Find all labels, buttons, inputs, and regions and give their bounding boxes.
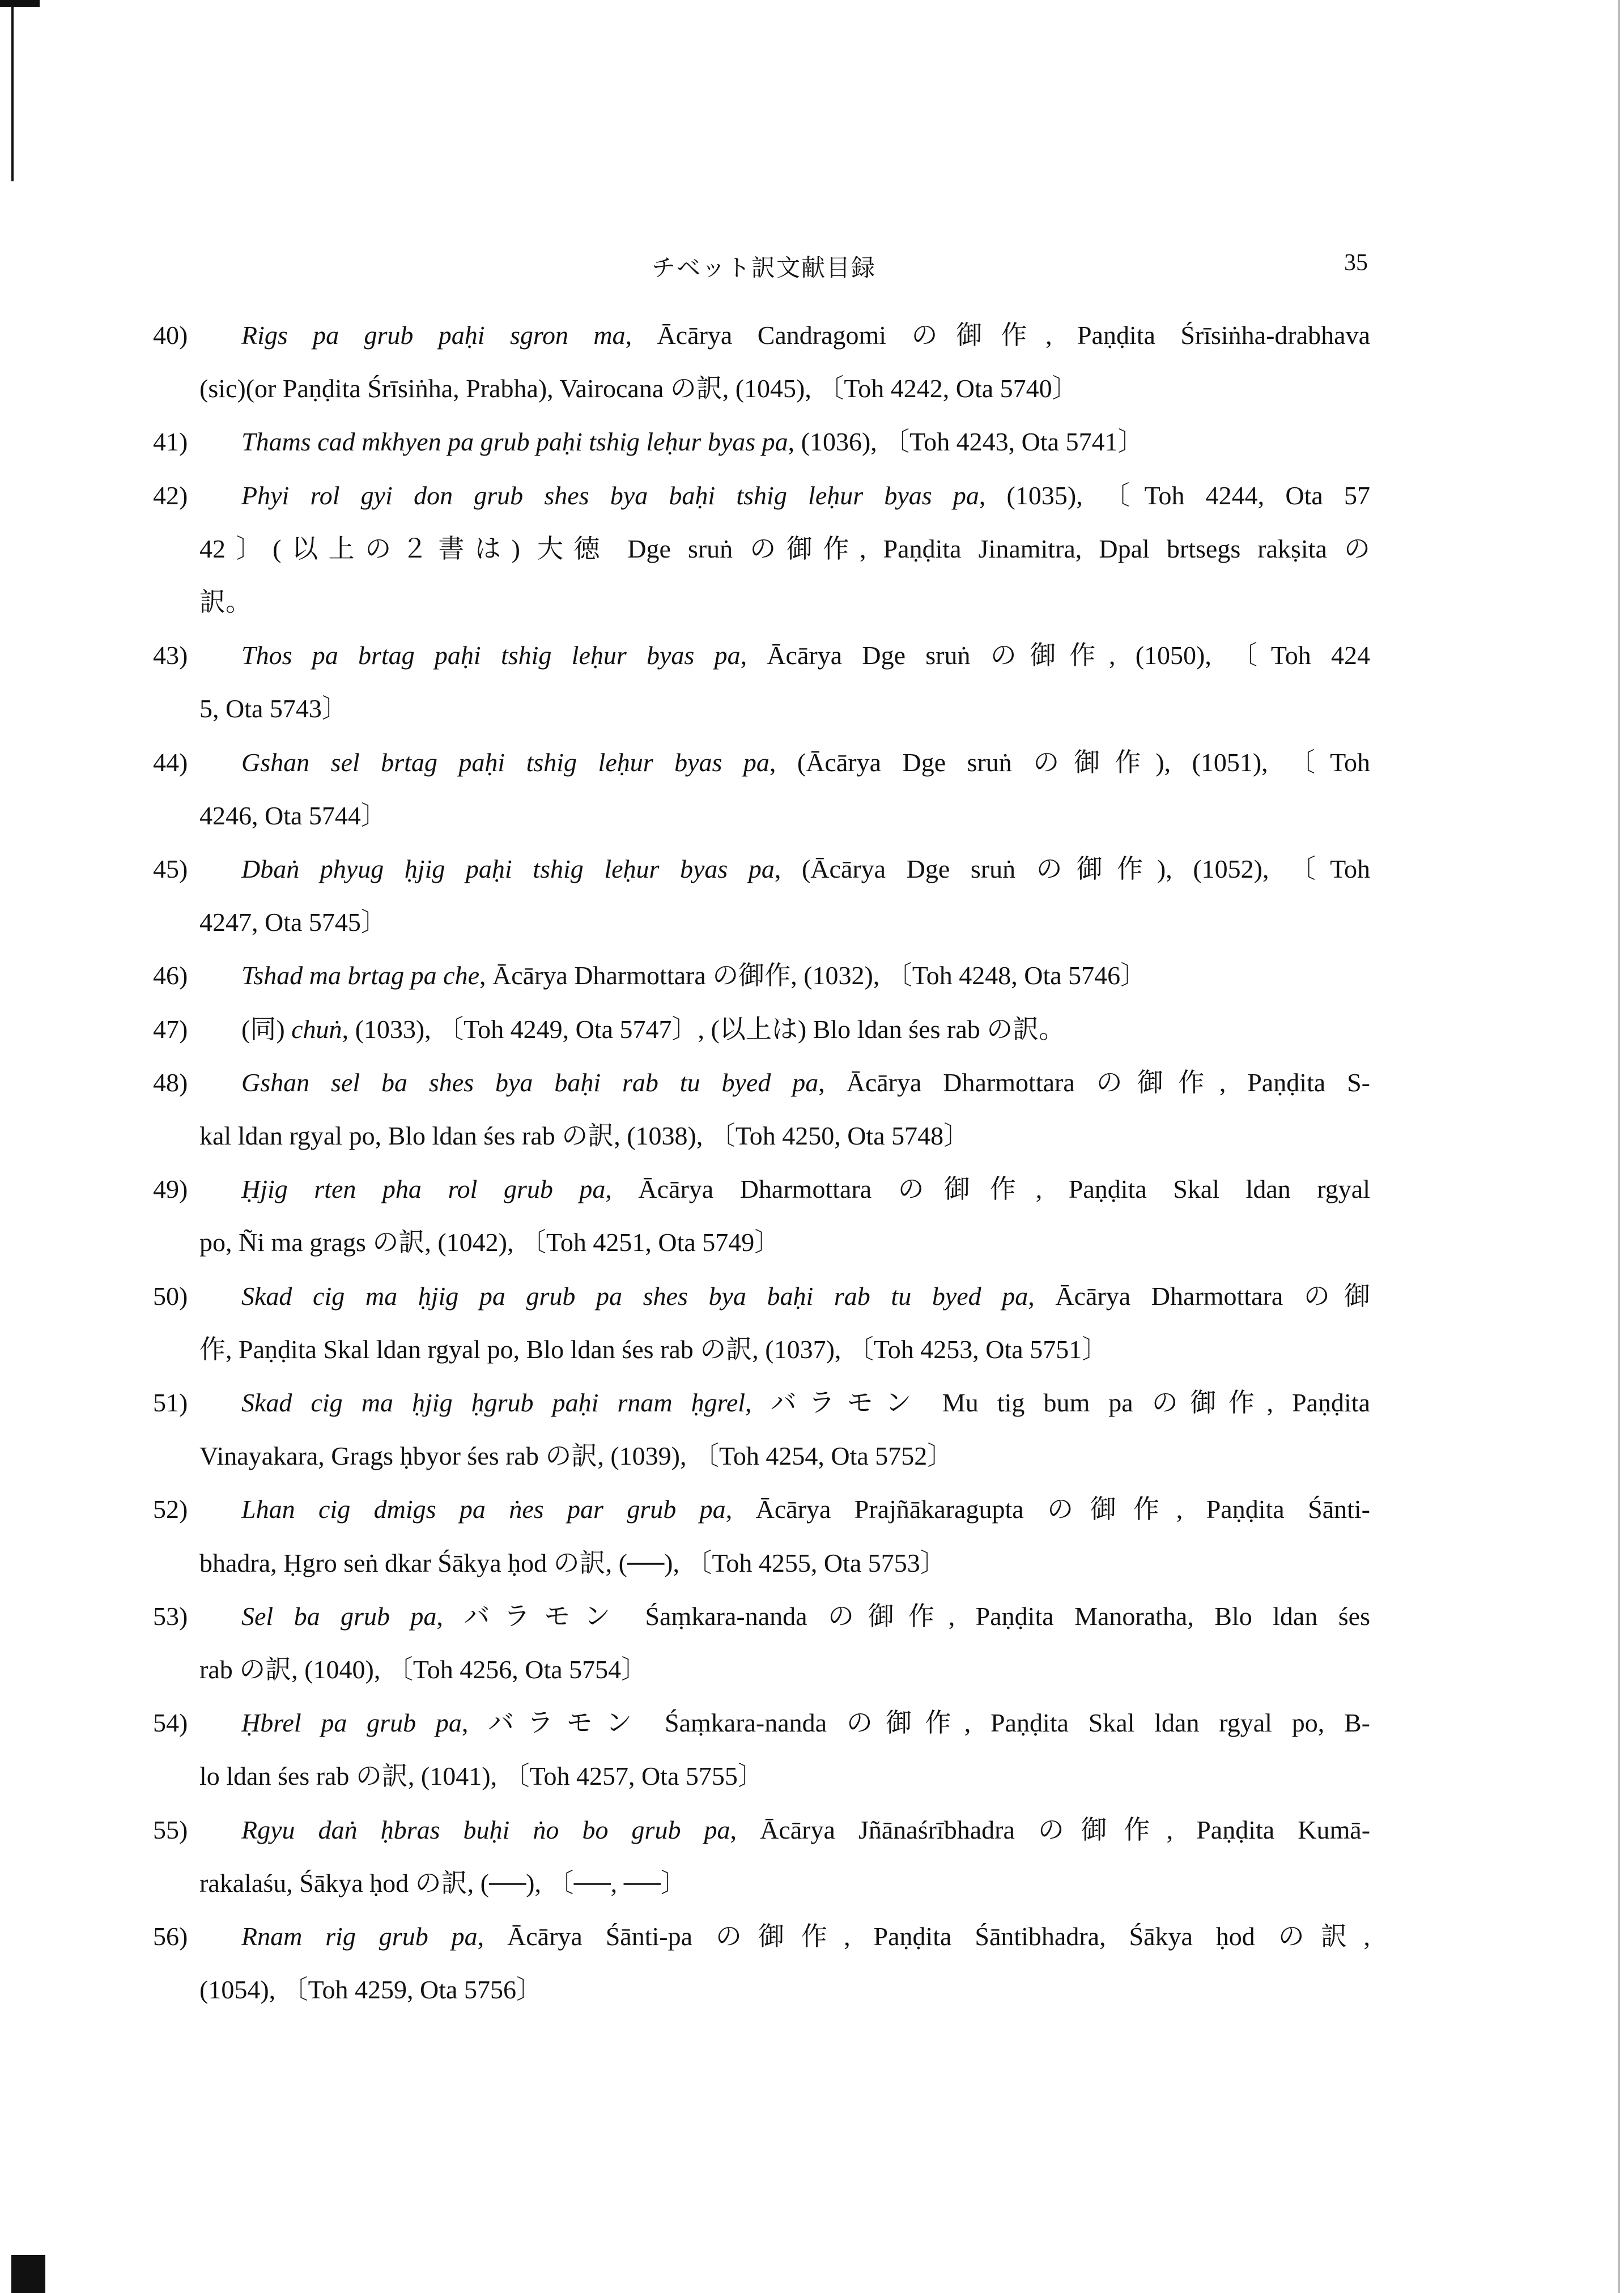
entry-text: , Ācārya Dharmottara の御 bbox=[1028, 1281, 1370, 1311]
entry-text: (1054), 〔Toh 4259, Ota 5756〕 bbox=[199, 1975, 542, 2005]
tibetan-title: Dbaṅ phyug ḥjig paḥi tshig leḥur byas pa bbox=[241, 854, 775, 884]
catalog-entry bbox=[153, 843, 1370, 949]
tibetan-title: Ḥbrel pa grub pa bbox=[241, 1708, 462, 1738]
entry-line bbox=[153, 1696, 1370, 1750]
running-title: チベット訳文献目録 bbox=[652, 256, 877, 282]
entry-number: 52) bbox=[153, 1495, 188, 1524]
entry-line bbox=[153, 1857, 1370, 1910]
tibetan-title: Sel ba grub pa bbox=[241, 1601, 437, 1631]
catalog-entry bbox=[153, 1483, 1370, 1589]
entry-line bbox=[153, 682, 1370, 735]
entry-line bbox=[153, 415, 1370, 469]
catalog-entry bbox=[153, 949, 1370, 1002]
entry-number: 54) bbox=[153, 1708, 188, 1738]
catalog-entry bbox=[153, 1056, 1370, 1163]
entry-text: , (1036), 〔Toh 4243, Ota 5741〕 bbox=[788, 427, 1144, 457]
entry-line bbox=[153, 1803, 1370, 1857]
entry-number: 47) bbox=[153, 1014, 188, 1044]
entry-text: , バラモン Śaṃkara-nanda の御作, Paṇḍita Manoratha, Blo ldan śes bbox=[436, 1601, 1370, 1631]
catalog-entry bbox=[153, 469, 1370, 629]
catalog-entry bbox=[153, 415, 1370, 469]
tibetan-title: chuṅ bbox=[291, 1014, 342, 1044]
catalog-entry bbox=[153, 1270, 1370, 1376]
entry-text: , Ācārya Dharmottara の御作, (1032), 〔Toh 4248, Ota 5746〕 bbox=[479, 961, 1147, 990]
catalog-entry bbox=[153, 1163, 1370, 1269]
entry-line bbox=[153, 896, 1370, 949]
entry-line bbox=[153, 469, 1370, 522]
scan-edge-mark bbox=[11, 0, 14, 181]
entry-text: 42〕(以上の２書は) 大徳 Dge sruṅ の御作, Paṇḍita Jinamitra, Dpal brtsegs rakṣita の bbox=[199, 534, 1370, 563]
entry-text: lo ldan śes rab の訳, (1041), 〔Toh 4257, Ota 5755〕 bbox=[199, 1762, 764, 1791]
tibetan-title: Ḥjig rten pha rol grub pa bbox=[241, 1175, 606, 1204]
tibetan-title: Rgyu daṅ ḥbras buḥi ṅo bo grub pa bbox=[241, 1815, 730, 1844]
entry-line bbox=[153, 1323, 1370, 1376]
entry-line bbox=[153, 576, 1370, 629]
entry-text: rakalaśu, Śākya ḥod の訳, (──), 〔──, ──〕 bbox=[199, 1868, 687, 1898]
catalog-entry bbox=[153, 736, 1370, 843]
entry-number: 49) bbox=[153, 1175, 188, 1204]
entry-text: , Ācārya Dharmottara の御作, Paṇḍita S- bbox=[818, 1067, 1370, 1097]
entry-number: 44) bbox=[153, 747, 188, 777]
entry-text: , Ācārya Dge sruṅ の御作, (1050), 〔Toh 424 bbox=[740, 641, 1370, 670]
entry-text: (同) bbox=[241, 1014, 292, 1044]
entry-text: 訳。 bbox=[199, 588, 252, 617]
entry-line bbox=[153, 1109, 1370, 1163]
entry-text: , Ācārya Candragomi の御作, Paṇḍita Śrīsiṅha-drabhava bbox=[625, 321, 1370, 350]
entry-line bbox=[153, 1056, 1370, 1109]
scan-edge-mark bbox=[0, 0, 40, 7]
tibetan-title: Skad cig ma ḥjig pa grub pa shes bya baḥi rab tu byed pa bbox=[241, 1281, 1028, 1311]
tibetan-title: Phyi rol gyi don grub shes bya baḥi tshig leḥur byas pa bbox=[241, 480, 979, 510]
entry-number: 51) bbox=[153, 1388, 188, 1418]
tibetan-title: Lhan cig dmigs pa ṅes par grub pa bbox=[241, 1495, 726, 1524]
entry-text: 5, Ota 5743〕 bbox=[199, 694, 348, 724]
entry-line bbox=[153, 736, 1370, 789]
catalog-entry bbox=[153, 1376, 1370, 1483]
tibetan-title: Tshad ma brtag pa che bbox=[241, 961, 479, 990]
entry-text: 4247, Ota 5745〕 bbox=[199, 908, 387, 937]
entry-text: , Ācārya Dharmottara の御作, Paṇḍita Skal ldan rgyal bbox=[605, 1175, 1370, 1204]
entry-line bbox=[153, 789, 1370, 843]
tibetan-title: Rnam rig grub pa bbox=[241, 1922, 478, 1951]
tibetan-title: Rigs pa grub paḥi sgron ma bbox=[241, 321, 626, 350]
page-number: 35 bbox=[1344, 250, 1368, 276]
entry-line bbox=[153, 1270, 1370, 1323]
entry-line bbox=[153, 1376, 1370, 1430]
entry-number: 45) bbox=[153, 854, 188, 884]
entry-line bbox=[153, 522, 1370, 576]
entry-number: 53) bbox=[153, 1601, 188, 1631]
entry-number: 50) bbox=[153, 1281, 188, 1311]
entry-number: 40) bbox=[153, 321, 188, 350]
entry-text: , Ācārya Śānti-pa の御作, Paṇḍita Śāntibhadra, Śākya ḥod の訳, bbox=[477, 1922, 1370, 1951]
entry-number: 46) bbox=[153, 961, 188, 990]
entry-text: , (1033), 〔Toh 4249, Ota 5747〕, (以上は) Blo ldan śes rab の訳。 bbox=[342, 1014, 1065, 1044]
entry-line bbox=[153, 1483, 1370, 1536]
entry-line bbox=[153, 1537, 1370, 1590]
entry-text: , (1035), 〔Toh 4244, Ota 57 bbox=[979, 480, 1370, 510]
entry-number: 56) bbox=[153, 1922, 188, 1951]
catalog-entry bbox=[153, 1590, 1370, 1696]
entry-line bbox=[153, 1430, 1370, 1483]
catalog-entry bbox=[153, 1803, 1370, 1910]
entry-number: 48) bbox=[153, 1067, 188, 1097]
scan-edge-mark bbox=[11, 2255, 45, 2293]
entry-line bbox=[153, 1590, 1370, 1643]
tibetan-title: Thams cad mkhyen pa grub paḥi tshig leḥur byas pa bbox=[241, 427, 788, 457]
entry-text: , バラモン Śaṃkara-nanda の御作, Paṇḍita Skal ldan rgyal po, B- bbox=[461, 1708, 1370, 1738]
entry-text: Vinayakara, Grags ḥbyor śes rab の訳, (1039), 〔Toh 4254, Ota 5752〕 bbox=[199, 1441, 954, 1471]
tibetan-title: Gshan sel ba shes bya baḥi rab tu byed pa bbox=[241, 1067, 819, 1097]
entry-text: , バラモン Mu tig bum pa の御作, Paṇḍita bbox=[745, 1388, 1370, 1418]
catalog-entry bbox=[153, 309, 1370, 415]
entry-number: 42) bbox=[153, 480, 188, 510]
entry-text: po, Ñi ma grags の訳, (1042), 〔Toh 4251, Ota 5749〕 bbox=[199, 1228, 781, 1257]
entry-line bbox=[153, 1750, 1370, 1803]
entry-line bbox=[153, 1963, 1370, 2017]
entry-line bbox=[153, 1216, 1370, 1269]
tibetan-title: Gshan sel brtag paḥi tshig leḥur byas pa bbox=[241, 747, 770, 777]
entry-text: , (Ācārya Dge sruṅ の御作), (1051), 〔Toh bbox=[769, 747, 1370, 777]
entry-number: 41) bbox=[153, 427, 188, 457]
entry-line bbox=[153, 629, 1370, 682]
entry-line bbox=[153, 1003, 1370, 1056]
tibetan-title: Thos pa brtag paḥi tshig leḥur byas pa bbox=[241, 641, 741, 670]
catalog-list bbox=[153, 309, 1370, 2017]
entry-text: 4246, Ota 5744〕 bbox=[199, 801, 387, 830]
entry-line bbox=[153, 1910, 1370, 1963]
entry-text: (sic)(or Paṇḍita Śrīsiṅha, Prabha), Vairocana の訳, (1045), 〔Toh 4242, Ota 5740〕 bbox=[199, 374, 1078, 403]
tibetan-title: Skad cig ma ḥjig ḥgrub paḥi rnam ḥgrel bbox=[241, 1388, 746, 1418]
entry-text: kal ldan rgyal po, Blo ldan śes rab の訳, (1038), 〔Toh 4250, Ota 5748〕 bbox=[199, 1121, 970, 1151]
entry-text: , Ācārya Jñānaśrībhadra の御作, Paṇḍita Kumā- bbox=[730, 1815, 1371, 1844]
entry-line bbox=[153, 362, 1370, 415]
entry-number: 43) bbox=[153, 641, 188, 670]
catalog-entry bbox=[153, 1003, 1370, 1056]
entry-text: , Ācārya Prajñākaragupta の御作, Paṇḍita Śānti- bbox=[725, 1495, 1370, 1524]
catalog-entry bbox=[153, 1910, 1370, 2017]
catalog-entry bbox=[153, 1696, 1370, 1803]
entry-text: bhadra, Ḥgro seṅ dkar Śākya ḥod の訳, (──), 〔Toh 4255, Ota 5753〕 bbox=[199, 1548, 946, 1577]
entry-line bbox=[153, 309, 1370, 362]
entry-line bbox=[153, 843, 1370, 896]
entry-text: rab の訳, (1040), 〔Toh 4256, Ota 5754〕 bbox=[199, 1655, 648, 1684]
entry-line bbox=[153, 949, 1370, 1002]
entry-text: 作, Paṇḍita Skal ldan rgyal po, Blo ldan śes rab の訳, (1037), 〔Toh 4253, Ota 5751〕 bbox=[199, 1334, 1108, 1364]
scan-edge-mark bbox=[1618, 0, 1620, 2293]
running-header bbox=[0, 249, 1624, 283]
entry-line bbox=[153, 1643, 1370, 1696]
entry-line bbox=[153, 1163, 1370, 1216]
catalog-entry bbox=[153, 629, 1370, 735]
entry-text: , (Ācārya Dge sruṅ の御作), (1052), 〔Toh bbox=[774, 854, 1370, 884]
entry-number: 55) bbox=[153, 1815, 188, 1844]
